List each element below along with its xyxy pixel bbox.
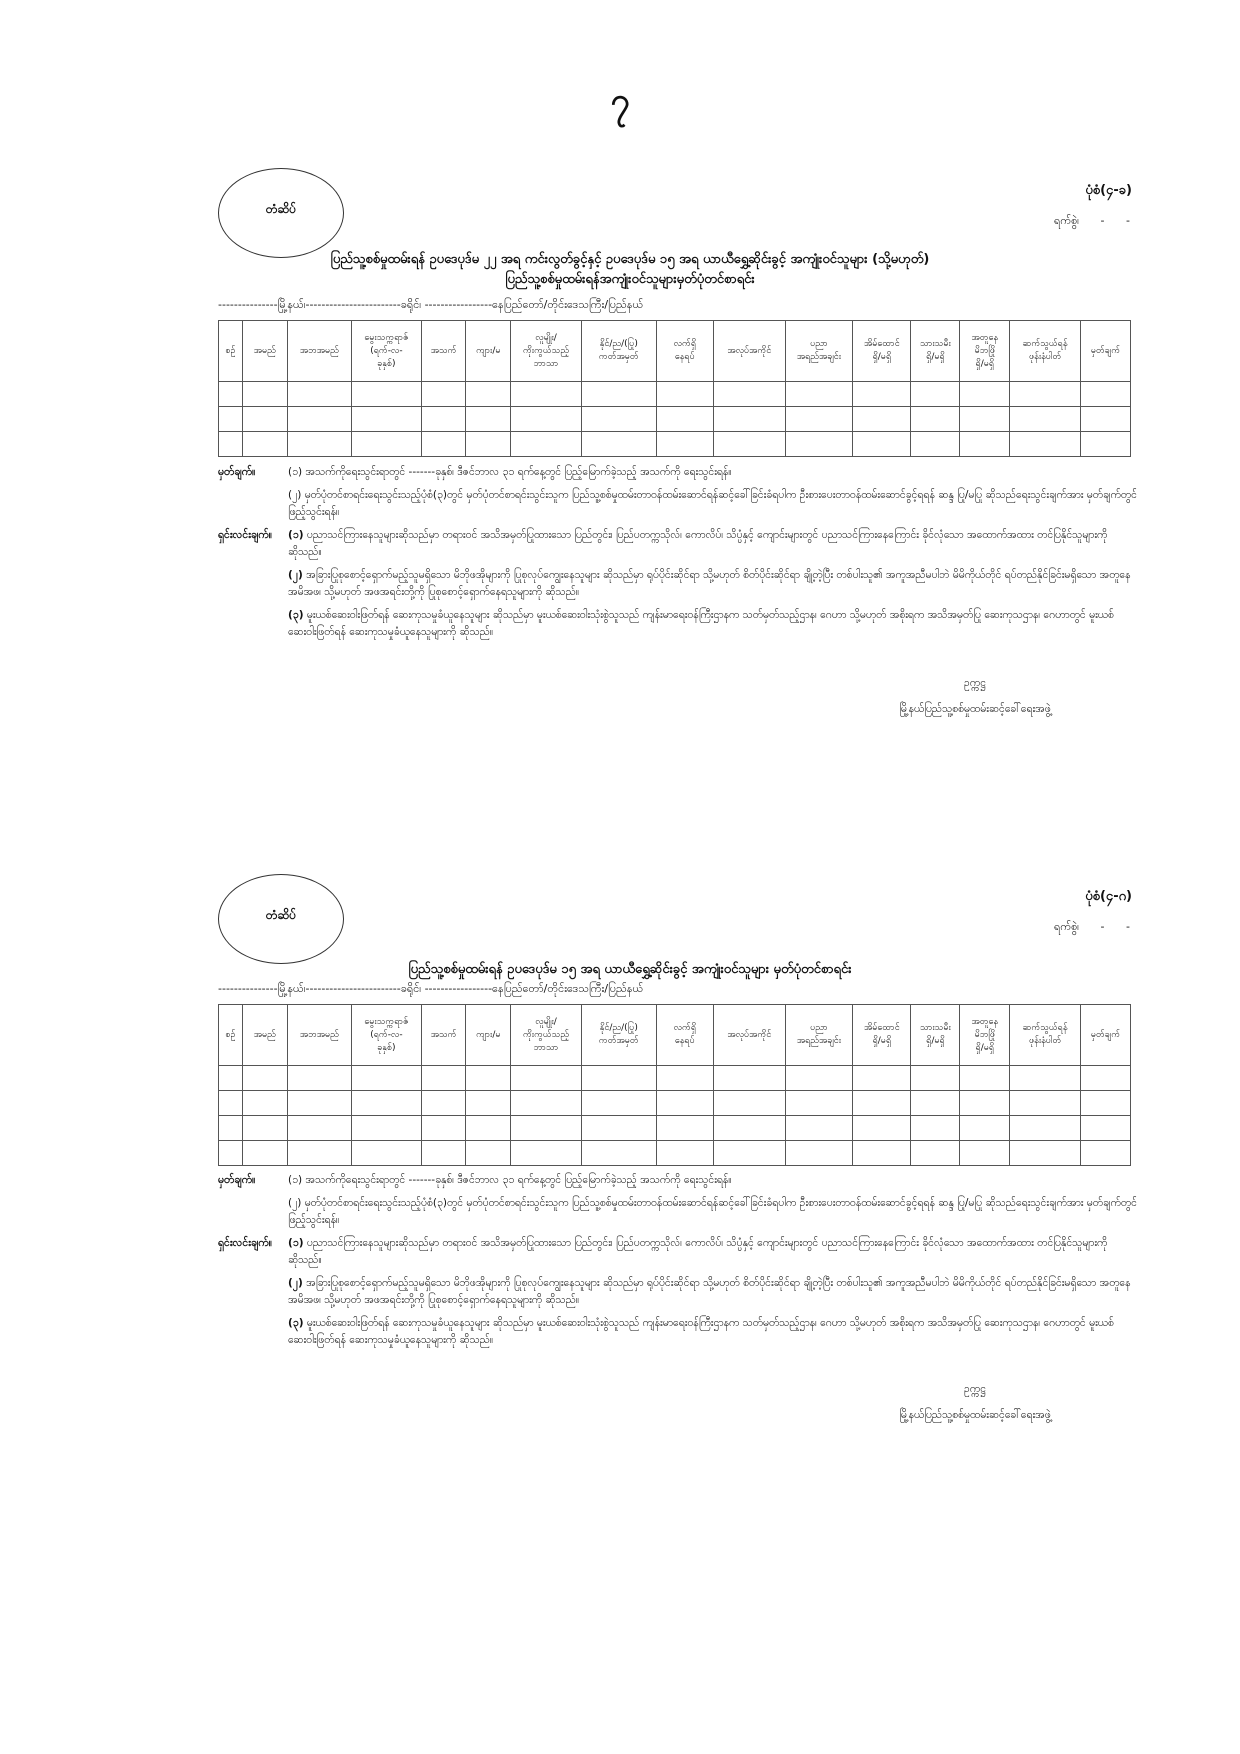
table-cell[interactable] (581, 1091, 656, 1116)
table-cell[interactable] (911, 1116, 960, 1141)
column-header: အမည် (242, 321, 287, 382)
remarks-label: မှတ်ချက်။ (218, 1174, 256, 1186)
table-cell[interactable] (219, 407, 243, 432)
table-cell[interactable] (960, 1141, 1010, 1166)
explanation-row (218, 607, 1138, 641)
table-cell[interactable] (911, 1141, 960, 1166)
column-header: ကျား/မ (466, 321, 511, 382)
explanation-text: မူးယစ်ဆေးဝါးဖြတ်ရန် ဆေးကုသမှုခံယူနေသူများ ဆိုသည်မှာ မူးယစ်ဆေးဝါးသုံးစွဲသူသည် ကျန်းမာရေးဝန်ကြီးဌာနက သတ်မှတ်သည့်ဌာန၊ ဂေဟာ သို့မဟုတ် အစိုးရက အသိအမှတ်ပြု ဆေးကုသဌာန၊ ဂေဟာတွင် မူးယစ်ဆေးဝါးဖြတ်ရန် ဆေးကုသမှုခံယူနေသူများကို ဆိုသည်။ (288, 609, 1114, 638)
table-cell[interactable] (1010, 432, 1081, 457)
explanation-item (288, 567, 1138, 601)
notes-block (218, 464, 1138, 647)
table-cell[interactable] (466, 1066, 511, 1091)
explanation-row (218, 1315, 1138, 1349)
table-cell[interactable] (960, 1066, 1010, 1091)
date-label: ရက်စွဲ၊ (1054, 214, 1080, 227)
table-cell[interactable] (581, 1066, 656, 1091)
table-cell[interactable] (352, 432, 422, 457)
table-cell[interactable] (785, 1091, 853, 1116)
table-cell[interactable] (511, 382, 582, 407)
table-cell[interactable] (1010, 1091, 1081, 1116)
table-cell[interactable] (1080, 382, 1130, 407)
table-cell[interactable] (1010, 407, 1081, 432)
table-cell[interactable] (352, 1116, 422, 1141)
table-cell[interactable] (581, 382, 656, 407)
column-header: မှတ်ချက် (1080, 1005, 1130, 1066)
registration-table (218, 320, 1131, 457)
table-cell[interactable] (853, 1116, 911, 1141)
remarks-item: (၂) မှတ်ပုံတင်စာရင်းရေးသွင်းသည့်ပုံစံ(၃)တွင် မှတ်ပုံတင်စာရင်းသွင်းသူက ပြည်သူ့စစ်မှုထမ်းတာဝန်ထမ်းဆောင်ရန်ဆင့်ခေါ်ခြင်းခံရပါက ဦးစားပေးတာဝန်ထမ်းဆောင်ခွင့်ရရန် ဆန္ဒ ပြု/မပြု ဆိုသည်ရေးသွင်းချက်အား မှတ်ချက်တွင်ဖြည့်သွင်းရန်။ (288, 1197, 1137, 1226)
table-cell[interactable] (352, 1066, 422, 1091)
form-title-line: ပြည်သူ့စစ်မှုထမ်းရန် ဥပဒေပုဒ်မ ၁၅ အရ ယာယီရွှေ့ဆိုင်းခွင့် အကျုံးဝင်သူများ မှတ်ပုံတင်စာရင်း (408, 962, 852, 977)
column-header: အမည် (242, 1005, 287, 1066)
remarks-row (218, 464, 1138, 481)
table-cell[interactable] (1080, 1091, 1130, 1116)
column-header: အိမ်ထောင် ရှိ/မရှိ (853, 321, 911, 382)
table-cell[interactable] (911, 432, 960, 457)
table-cell[interactable] (853, 407, 911, 432)
table-cell[interactable] (511, 1091, 582, 1116)
signature-title: ဥက္ကဋ္ဌ (964, 677, 986, 689)
explanation-text: အခြားပြုစုစောင့်ရှောက်မည့်သူမရှိသော မိဘိုဖအိုများကို ပြုစုလုပ်ကျွေးနေသူများ ဆိုသည်မှာ ရုပ်ပိုင်းဆိုင်ရာ သို့မဟုတ် စိတ်ပိုင်းဆိုင်ရာ ချို့တဲ့ပြီး တစ်ပါးသူ၏ အကူအညီမပါဘဲ မိမိကိုယ်တိုင် ရပ်တည်နိုင်ခြင်းမရှိသော အတူနေ အမိအဖ၊ သို့မဟုတ် အဖအရင်းတို့ကို ပြုစုစောင့်ရှောက်နေရသူများကို ဆိုသည်။ (288, 1277, 1131, 1306)
table-cell[interactable] (656, 1141, 713, 1166)
form-code: ပုံစံ(၄-ဂ) (1085, 889, 1132, 904)
table-cell[interactable] (1080, 407, 1130, 432)
date-line (1054, 920, 1130, 936)
column-header: စဉ် (219, 321, 243, 382)
table-header-row (219, 321, 1131, 382)
table-row (219, 1141, 1131, 1166)
table-row (219, 1066, 1131, 1091)
remarks-row (218, 1195, 1138, 1229)
table-cell[interactable] (656, 1091, 713, 1116)
column-header: လက်ရှိ နေရပ် (656, 321, 713, 382)
table-cell[interactable] (713, 382, 785, 407)
table-cell[interactable] (466, 382, 511, 407)
table-cell[interactable] (287, 382, 351, 407)
explanation-row (218, 527, 1138, 561)
column-header: အလုပ်အကိုင် (713, 321, 785, 382)
table-cell[interactable] (466, 1091, 511, 1116)
form-4c (0, 874, 1240, 1434)
column-header: မှတ်ချက် (1080, 321, 1130, 382)
date-label: ရက်စွဲ၊ (1054, 920, 1080, 933)
date-line (1054, 214, 1130, 230)
table-cell[interactable] (511, 432, 582, 457)
table-cell[interactable] (219, 432, 243, 457)
column-header: အတူနေ မိဘဖြို ရှိ/မရှိ (960, 1005, 1010, 1066)
table-cell[interactable] (421, 1116, 466, 1141)
table-cell[interactable] (785, 1116, 853, 1141)
table-cell[interactable] (511, 1141, 582, 1166)
table-cell[interactable] (713, 1116, 785, 1141)
explanation-text: ပညာသင်ကြားနေသူများဆိုသည်မှာ တရားဝင် အသိအမှတ်ပြုထားသော ပြည်တွင်း၊ ပြည်ပတက္ကသိုလ်၊ ကောလိပ်၊ သိပ္ပံနှင့် ကျောင်းများတွင် ပညာသင်ကြားနေကြောင်း ခိုင်လုံသော အထောက်အထား တင်ပြနိုင်သူများကို ဆိုသည်။ (288, 529, 1108, 558)
table-cell[interactable] (242, 1091, 287, 1116)
explanation-item (288, 607, 1138, 641)
table-cell[interactable] (219, 382, 243, 407)
form-title-line: ပြည်သူ့စစ်မှုထမ်းရန်အကျုံးဝင်သူများမှတ်ပုံတင်စာရင်း (505, 272, 755, 287)
table-cell[interactable] (656, 407, 713, 432)
signature-body: မြို့နယ်ပြည်သူ့စစ်မှုထမ်းဆင့်ခေါ်ရေးအဖွဲ့ (899, 1409, 1051, 1421)
table-cell[interactable] (242, 382, 287, 407)
location-line: ---------------မြို့နယ်၊------------------------ခရိုင်၊ -----------------နေပြည်တော်/တိုင်းဒေသကြီး/ပြည်နယ် (218, 982, 644, 995)
remarks-row (218, 1172, 1138, 1189)
explanation-text: အခြားပြုစုစောင့်ရှောက်မည့်သူမရှိသော မိဘိုဖအိုများကို ပြုစုလုပ်ကျွေးနေသူများ ဆိုသည်မှာ ရုပ်ပိုင်းဆိုင်ရာ သို့မဟုတ် စိတ်ပိုင်းဆိုင်ရာ ချို့တဲ့ပြီး တစ်ပါးသူ၏ အကူအညီမပါဘဲ မိမိကိုယ်တိုင် ရပ်တည်နိုင်ခြင်းမရှိသော အတူနေ အမိအဖ၊ သို့မဟုတ် အဖအရင်းတို့ကို ပြုစုစောင့်ရှောက်နေရသူများကို ဆိုသည်။ (288, 569, 1131, 598)
column-header: အလုပ်အကိုင် (713, 1005, 785, 1066)
column-header: စဉ် (219, 1005, 243, 1066)
explanation-text: မူးယစ်ဆေးဝါးဖြတ်ရန် ဆေးကုသမှုခံယူနေသူများ ဆိုသည်မှာ မူးယစ်ဆေးဝါးသုံးစွဲသူသည် ကျန်းမာရေးဝန်ကြီးဌာနက သတ်မှတ်သည့်ဌာန၊ ဂေဟာ သို့မဟုတ် အစိုးရက အသိအမှတ်ပြု ဆေးကုသဌာန၊ ဂေဟာတွင် မူးယစ်ဆေးဝါးဖြတ်ရန် ဆေးကုသမှုခံယူနေသူများကို ဆိုသည်။ (288, 1317, 1114, 1346)
table-cell[interactable] (785, 1141, 853, 1166)
signature-body: မြို့နယ်ပြည်သူ့စစ်မှုထမ်းဆင့်ခေါ်ရေးအဖွဲ့ (899, 703, 1051, 715)
table-cell[interactable] (960, 1091, 1010, 1116)
table-cell[interactable] (421, 382, 466, 407)
table-cell[interactable] (853, 1091, 911, 1116)
column-header: လူမျိုး/ ကိုးကွယ်သည့် ဘာသာ (511, 1005, 582, 1066)
table-cell[interactable] (287, 1066, 351, 1091)
table-cell[interactable] (853, 1066, 911, 1091)
table-cell[interactable] (466, 407, 511, 432)
table-row (219, 407, 1131, 432)
stamp-seal (218, 168, 344, 258)
table-cell[interactable] (785, 1066, 853, 1091)
table-cell[interactable] (960, 1116, 1010, 1141)
explanation-item (288, 527, 1138, 561)
remarks-row (218, 487, 1138, 521)
table-cell[interactable] (853, 1141, 911, 1166)
form-code: ပုံစံ(၄-ခ) (1085, 183, 1132, 198)
table-cell[interactable] (713, 1091, 785, 1116)
column-header: နိုင်/ည/(ပြု) ကတ်အမှတ် (581, 1005, 656, 1066)
column-header: မွေးသက္ကရာဇ် (ရက်-လ- ခုနှစ်) (352, 321, 422, 382)
table-cell[interactable] (1010, 1116, 1081, 1141)
explanation-item (288, 1235, 1138, 1269)
table-cell[interactable] (581, 407, 656, 432)
table-cell[interactable] (785, 432, 853, 457)
table-cell[interactable] (421, 1091, 466, 1116)
column-header: ပညာ အရည်အချင်း (785, 321, 853, 382)
table-cell[interactable] (421, 407, 466, 432)
explanation-label: ရှင်းလင်းချက်။ (218, 529, 272, 541)
table-cell[interactable] (421, 1066, 466, 1091)
column-header: အဘအမည် (287, 1005, 351, 1066)
table-cell[interactable] (511, 1116, 582, 1141)
column-header: အိမ်ထောင် ရှိ/မရှိ (853, 1005, 911, 1066)
explanation-number: (၂) (288, 569, 303, 581)
table-cell[interactable] (421, 1141, 466, 1166)
column-header: အသက် (421, 1005, 466, 1066)
explanation-text: ပညာသင်ကြားနေသူများဆိုသည်မှာ တရားဝင် အသိအမှတ်ပြုထားသော ပြည်တွင်း၊ ပြည်ပတက္ကသိုလ်၊ ကောလိပ်၊ သိပ္ပံနှင့် ကျောင်းများတွင် ပညာသင်ကြားနေကြောင်း ခိုင်လုံသော အထောက်အထား တင်ပြနိုင်သူများကို ဆိုသည်။ (288, 1237, 1108, 1266)
column-header: နိုင်/ည/(ပြု) ကတ်အမှတ် (581, 321, 656, 382)
signature-title: ဥက္ကဋ္ဌ (964, 1383, 986, 1395)
explanation-number: (၃) (288, 609, 304, 621)
table-cell[interactable] (656, 432, 713, 457)
table-cell[interactable] (581, 1141, 656, 1166)
remarks-item: (၁) အသက်ကိုရေးသွင်းရာတွင် -------ခုနှစ်၊ ဒီဇင်ဘာလ ၃၁ ရက်နေ့တွင် ပြည့်မြောက်ခဲ့သည့် အသက်ကို ရေးသွင်းရန်။ (288, 466, 732, 478)
table-cell[interactable] (581, 1116, 656, 1141)
table-cell[interactable] (1080, 432, 1130, 457)
table-row (219, 1091, 1131, 1116)
table-cell[interactable] (466, 1141, 511, 1166)
table-cell[interactable] (466, 432, 511, 457)
table-cell[interactable] (713, 1141, 785, 1166)
table-cell[interactable] (581, 432, 656, 457)
column-header: ကျား/မ (466, 1005, 511, 1066)
table-cell[interactable] (960, 382, 1010, 407)
table-cell[interactable] (511, 1066, 582, 1091)
stamp-seal (218, 874, 344, 964)
table-cell[interactable] (287, 1091, 351, 1116)
date-dash: - (1126, 214, 1130, 227)
column-header: အသက် (421, 321, 466, 382)
stamp-label: တံဆိပ် (265, 202, 297, 216)
explanation-item (288, 1275, 1138, 1309)
table-cell[interactable] (656, 1066, 713, 1091)
table-cell[interactable] (656, 1116, 713, 1141)
table-cell[interactable] (352, 407, 422, 432)
table-cell[interactable] (960, 432, 1010, 457)
table-cell[interactable] (785, 382, 853, 407)
table-cell[interactable] (853, 382, 911, 407)
table-cell[interactable] (656, 382, 713, 407)
table-cell[interactable] (1010, 1141, 1081, 1166)
table-cell[interactable] (287, 1116, 351, 1141)
table-cell[interactable] (713, 1066, 785, 1091)
table-cell[interactable] (911, 407, 960, 432)
explanation-number: (၁) (288, 1237, 304, 1249)
signature-block (860, 1376, 1090, 1428)
table-cell[interactable] (911, 382, 960, 407)
notes-block (218, 1172, 1138, 1355)
table-cell[interactable] (242, 432, 287, 457)
column-header: ဆက်သွယ်ရန် ဖုန်းနံပါတ် (1010, 1005, 1081, 1066)
column-header: အတူနေ မိဘဖြို ရှိ/မရှိ (960, 321, 1010, 382)
table-cell[interactable] (242, 1141, 287, 1166)
signature-block (860, 670, 1090, 722)
table-cell[interactable] (242, 1116, 287, 1141)
table-cell[interactable] (1080, 1141, 1130, 1166)
table-cell[interactable] (287, 432, 351, 457)
explanation-row (218, 1275, 1138, 1309)
table-row (219, 382, 1131, 407)
column-header: ဆက်သွယ်ရန် ဖုန်းနံပါတ် (1010, 321, 1081, 382)
column-header: သားသမီး ရှိ/မရှိ (911, 1005, 960, 1066)
table-cell[interactable] (713, 432, 785, 457)
table-cell[interactable] (1010, 382, 1081, 407)
table-cell[interactable] (421, 432, 466, 457)
explanation-row (218, 1235, 1138, 1269)
table-cell[interactable] (352, 1141, 422, 1166)
column-header: သားသမီး ရှိ/မရှိ (911, 321, 960, 382)
explanation-row (218, 567, 1138, 601)
table-cell[interactable] (219, 1141, 243, 1166)
date-dash: - (1100, 214, 1105, 227)
registration-table (218, 1004, 1131, 1166)
table-cell[interactable] (511, 407, 582, 432)
date-dash: - (1100, 920, 1105, 933)
table-cell[interactable] (242, 1066, 287, 1091)
explanation-number: (၃) (288, 1317, 304, 1329)
form-title-line: ပြည်သူ့စစ်မှုထမ်းရန် ဥပဒေပုဒ်မ ၂၂ အရ ကင်းလွတ်ခွင့်နှင့် ဥပဒေပုဒ်မ ၁၅ အရ ယာယီရွှေ့ဆိုင်းခွင့် အကျုံးဝင်သူများ (သို့မဟုတ်) (330, 252, 930, 267)
page-number: ၇ (610, 81, 630, 121)
column-header: လက်ရှိ နေရပ် (656, 1005, 713, 1066)
table-header-row (219, 1005, 1131, 1066)
table-cell[interactable] (911, 1091, 960, 1116)
form-4b (0, 168, 1240, 728)
table-cell[interactable] (219, 1091, 243, 1116)
table-cell[interactable] (219, 1116, 243, 1141)
table-cell[interactable] (713, 407, 785, 432)
table-cell[interactable] (352, 1091, 422, 1116)
table-cell[interactable] (242, 407, 287, 432)
column-header: အဘအမည် (287, 321, 351, 382)
explanation-number: (၂) (288, 1277, 303, 1289)
table-row (219, 1116, 1131, 1141)
location-line: ---------------မြို့နယ်၊------------------------ခရိုင်၊ -----------------နေပြည်တော်/တိုင်းဒေသကြီး/ပြည်နယ် (218, 298, 644, 311)
column-header: ပညာ အရည်အချင်း (785, 1005, 853, 1066)
form-title (200, 250, 1060, 290)
remarks-label: မှတ်ချက်။ (218, 466, 256, 478)
remarks-item: (၂) မှတ်ပုံတင်စာရင်းရေးသွင်းသည့်ပုံစံ(၃)တွင် မှတ်ပုံတင်စာရင်းသွင်းသူက ပြည်သူ့စစ်မှုထမ်းတာဝန်ထမ်းဆောင်ရန်ဆင့်ခေါ်ခြင်းခံရပါက ဦးစားပေးတာဝန်ထမ်းဆောင်ခွင့်ရရန် ဆန္ဒ ပြု/မပြု ဆိုသည်ရေးသွင်းချက်အား မှတ်ချက်တွင်ဖြည့်သွင်းရန်။ (288, 489, 1137, 518)
remarks-item: (၁) အသက်ကိုရေးသွင်းရာတွင် -------ခုနှစ်၊ ဒီဇင်ဘာလ ၃၁ ရက်နေ့တွင် ပြည့်မြောက်ခဲ့သည့် အသက်ကို ရေးသွင်းရန်။ (288, 1174, 732, 1186)
explanation-label: ရှင်းလင်းချက်။ (218, 1237, 272, 1249)
table-cell[interactable] (352, 382, 422, 407)
column-header: လူမျိုး/ ကိုးကွယ်သည့် ဘာသာ (511, 321, 582, 382)
explanation-item (288, 1315, 1138, 1349)
table-row (219, 432, 1131, 457)
explanation-number: (၁) (288, 529, 304, 541)
table-cell[interactable] (1080, 1066, 1130, 1091)
table-cell[interactable] (1080, 1116, 1130, 1141)
date-dash: - (1126, 920, 1130, 933)
table-cell[interactable] (911, 1066, 960, 1091)
table-cell[interactable] (287, 407, 351, 432)
table-cell[interactable] (287, 1141, 351, 1166)
table-cell[interactable] (466, 1116, 511, 1141)
stamp-label: တံဆိပ် (265, 908, 297, 922)
table-cell[interactable] (219, 1066, 243, 1091)
column-header: မွေးသက္ကရာဇ် (ရက်-လ- ခုနှစ်) (352, 1005, 422, 1066)
table-cell[interactable] (853, 432, 911, 457)
table-cell[interactable] (785, 407, 853, 432)
table-cell[interactable] (960, 407, 1010, 432)
form-title (200, 960, 1060, 980)
table-cell[interactable] (1010, 1066, 1081, 1091)
